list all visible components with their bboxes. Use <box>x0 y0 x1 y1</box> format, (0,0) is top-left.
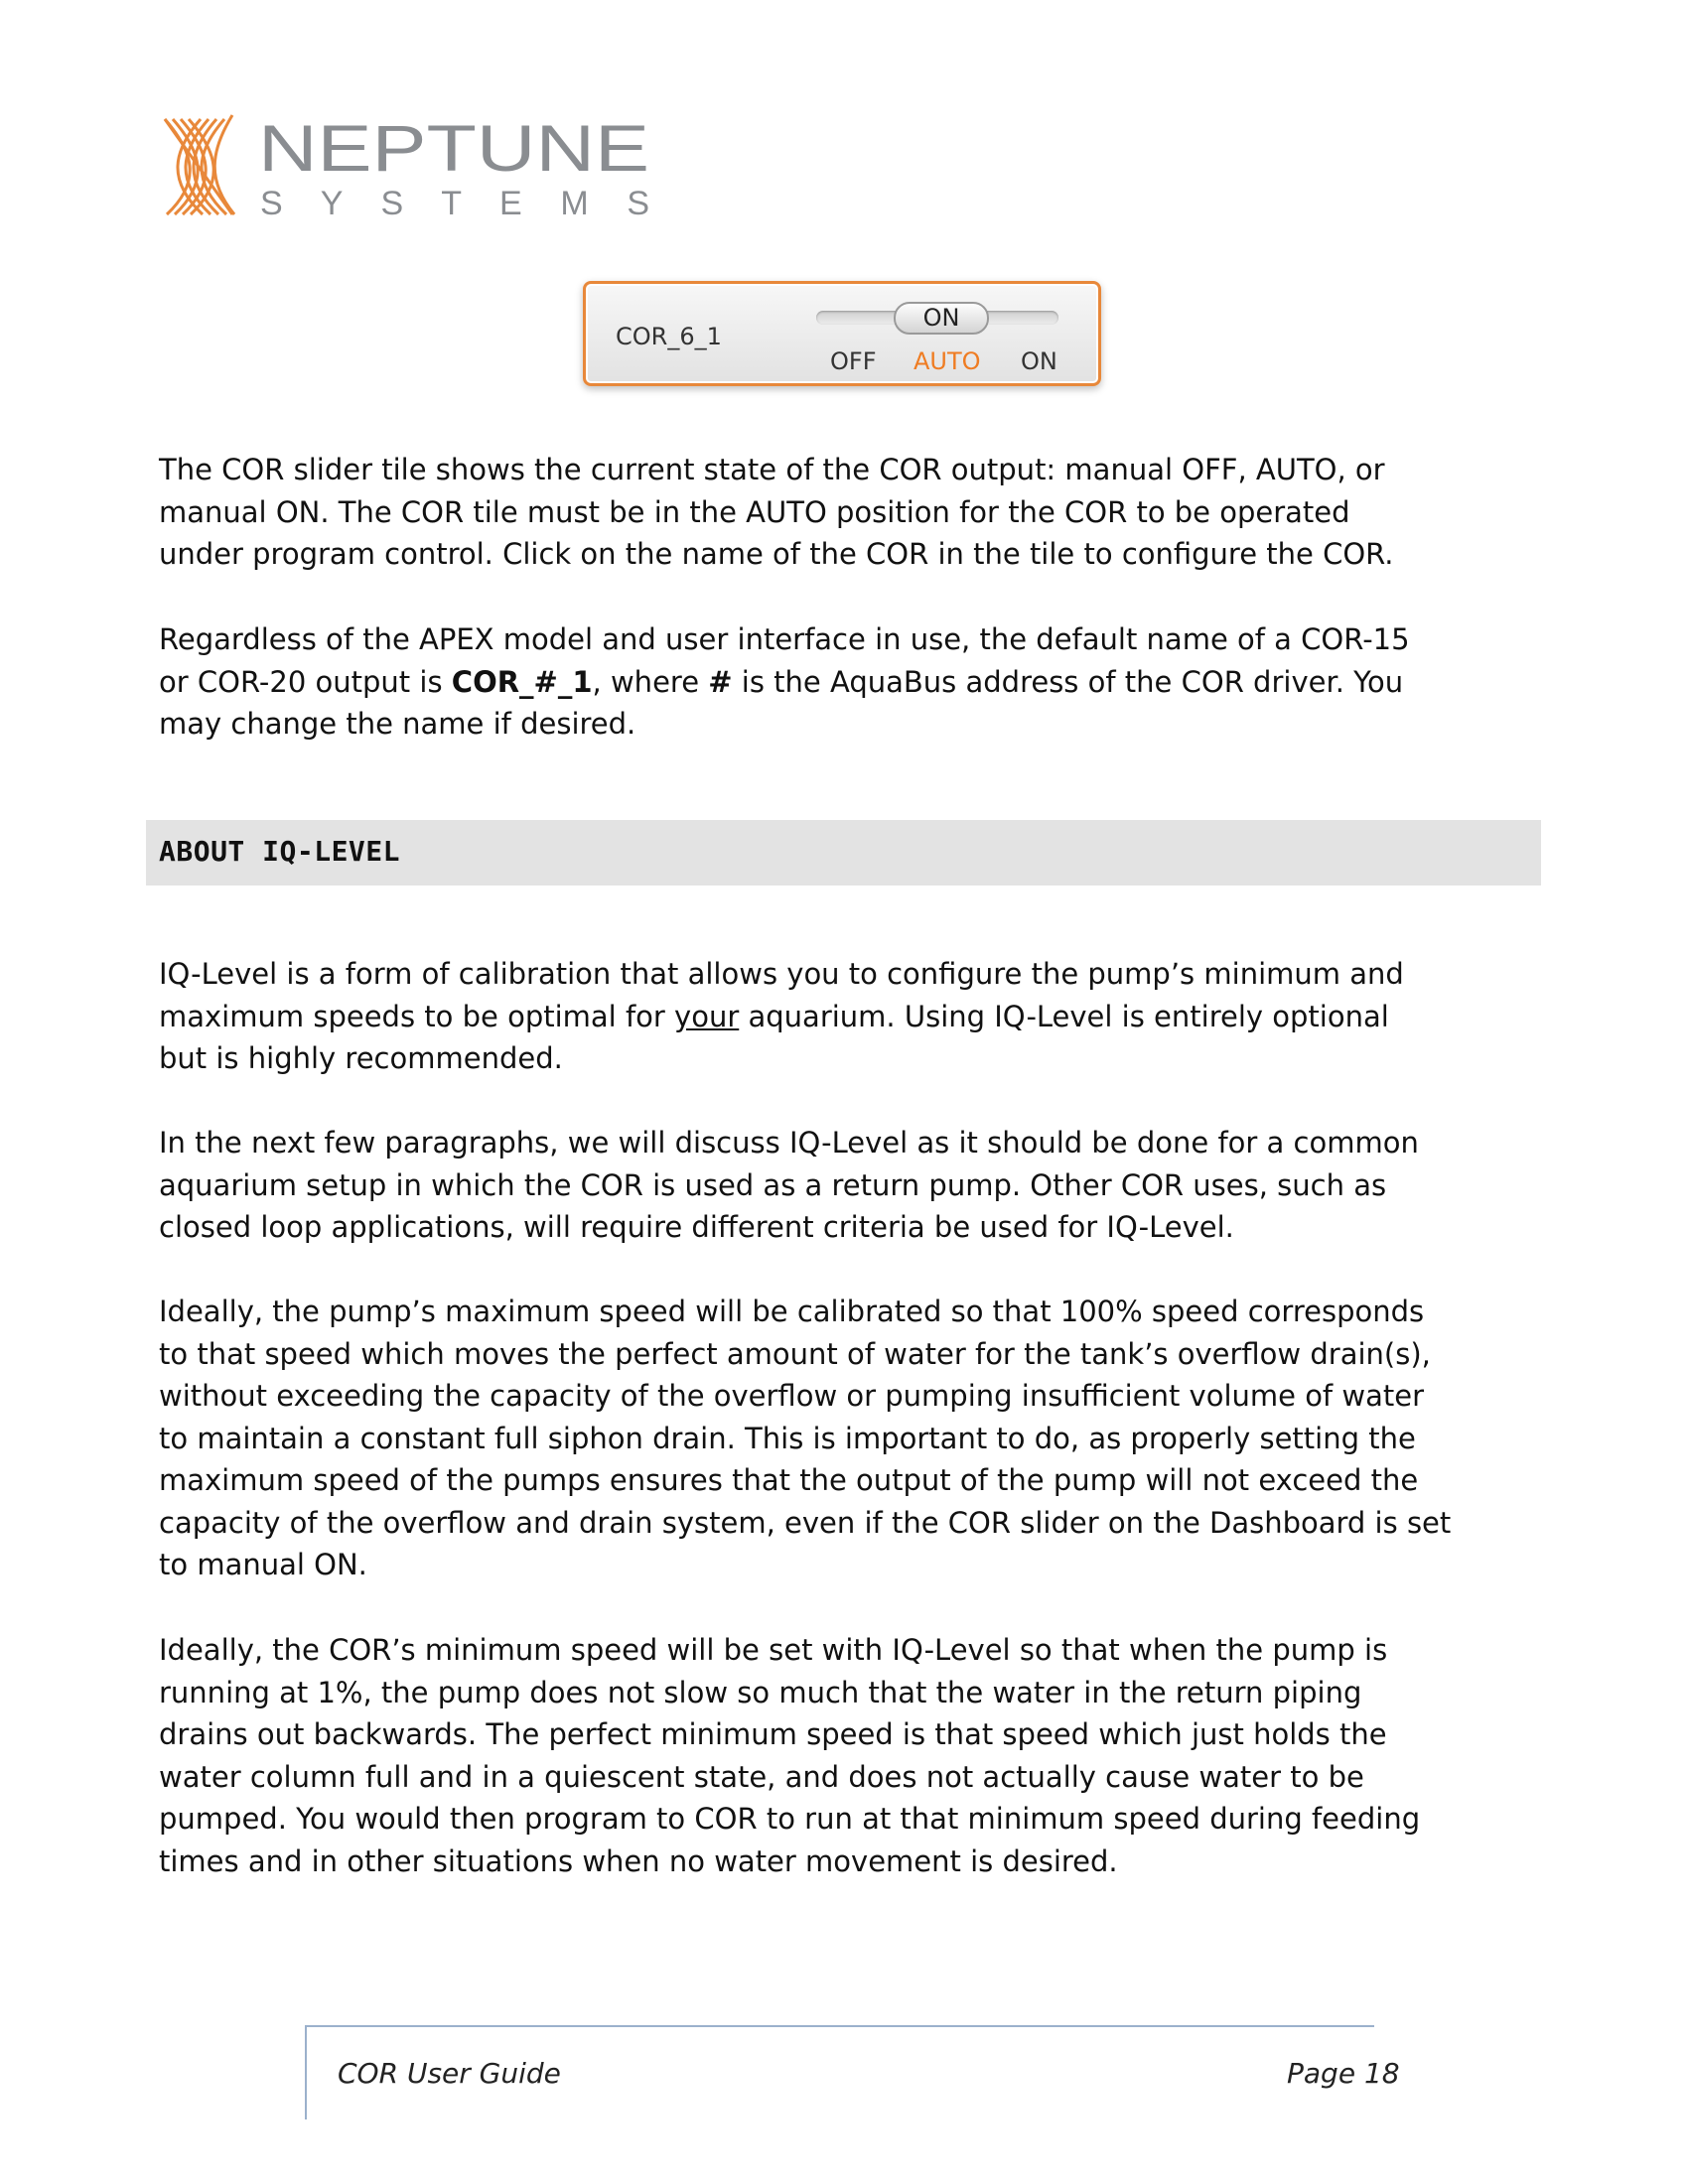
para2-text-3: is the AquaBus address of the COR driver. You may change the name if desired. <box>159 664 1404 741</box>
footer-rule-vertical <box>305 2025 307 2119</box>
cor-slider-tile <box>583 281 1101 386</box>
para2-bold-hash: # <box>708 664 733 699</box>
footer-page-number: Page 18 <box>1287 2057 1400 2090</box>
para2-text-1: Regardless of the APEX model and user interface in use, the default name of a COR-15 or COR-20 output is <box>159 622 1410 699</box>
para2-text-2: , where <box>592 664 709 699</box>
section-heading: ABOUT IQ-LEVEL <box>159 835 401 868</box>
logo-subtitle: S Y S T E M S <box>260 185 649 222</box>
para2-bold-cor-name: COR_#_1 <box>451 664 593 699</box>
cor-tile-name-link[interactable]: COR_6_1 <box>616 323 722 350</box>
paragraph-next-paragraphs: In the next few paragraphs, we will discuss IQ-Level as it should be done for a common aquarium setup in which the COR is used as a return pump. Other COR uses, such as closed loop applications, will require different criteria be used for IQ-Level. <box>159 1126 1419 1244</box>
paragraph-iq-level-intro <box>159 953 1549 1080</box>
slider-position-off[interactable]: OFF <box>830 347 877 375</box>
footer-rule-horizontal <box>305 2025 1374 2027</box>
para3-underlined-word: your <box>674 999 740 1033</box>
cor-slider-knob[interactable]: ON <box>894 302 989 335</box>
section-heading-band <box>146 820 1541 886</box>
paragraph-default-name <box>159 618 1549 746</box>
paragraph-cor-slider: The COR slider tile shows the current state of the COR output: manual OFF, AUTO, or manual ON. The COR tile must be in the AUTO position for the COR to be operated under program control. Click on the name of the COR in the tile to configure the COR. <box>159 453 1394 571</box>
paragraph-maximum-speed: Ideally, the pump’s maximum speed will be calibrated so that 100% speed corresponds to that speed which moves the perfect amount of water for the tank’s overflow drain(s), without exceeding the capacity of the overflow or pumping insufficient volume of water to maintain a constant full siphon drain. This is important to do, as properly setting the maximum speed of the pumps ensures that the output of the pump will not exceed the capacity of the overflow and drain system, even if the COR slider on the Dashboard is set to manual ON. <box>159 1295 1452 1581</box>
neptune-wave-logo-icon <box>163 111 659 222</box>
logo-title: NEPTUNE <box>258 111 649 185</box>
footer-guide-title: COR User Guide <box>338 2057 561 2090</box>
slider-position-auto[interactable]: AUTO <box>914 347 981 375</box>
paragraph-minimum-speed: Ideally, the COR’s minimum speed will be set with IQ-Level so that when the pump is running at 1%, the pump does not slow so much that the water in the return piping drains out backwards. The perfect minimum speed is that speed which just holds the water column full and in a quiescent state, and does not actually cause water to be pumped. You would then program to COR to run at that minimum speed during feeding times and in other situations when no water movement is desired. <box>159 1633 1421 1878</box>
neptune-systems-logo <box>163 111 659 222</box>
para3-text-2: aquarium. Using IQ-Level is entirely optional but is highly recommended. <box>159 999 1389 1075</box>
slider-position-on[interactable]: ON <box>1021 347 1057 375</box>
para3-text-1: IQ-Level is a form of calibration that allows you to configure the pump’s minimum and maximum speeds to be optimal for <box>159 957 1404 1033</box>
